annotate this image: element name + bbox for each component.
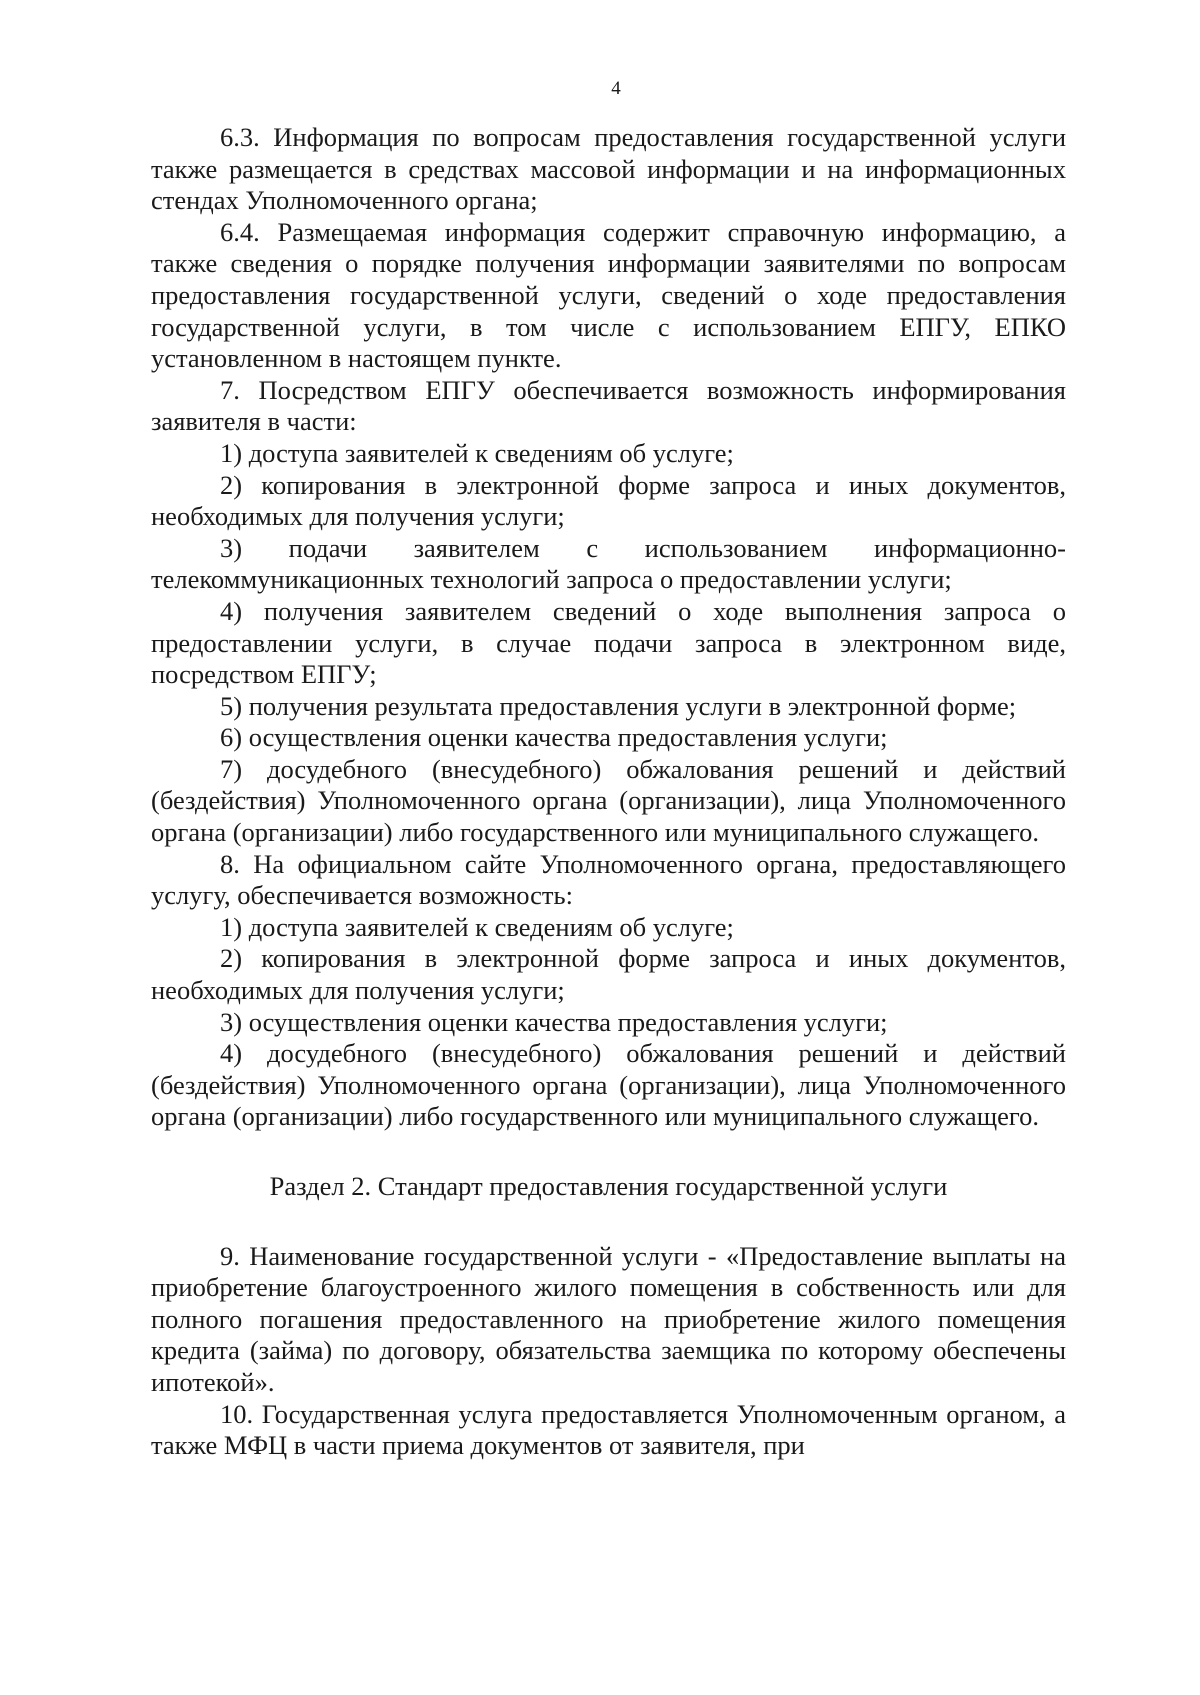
document-body — [151, 122, 1066, 1462]
paragraph-8-item-2: 2) копирования в электронной форме запроса и иных документов, необходимых для получения услуги; — [151, 943, 1066, 1006]
paragraph-7-item-5: 5) получения результата предоставления услуги в электронной форме; — [220, 690, 1017, 721]
paragraph-10: 10. Государственная услуга предоставляется Уполномоченным органом, а также МФЦ в части приема документов от заявителя, при — [151, 1398, 1066, 1461]
paragraph-8-item-1: 1) доступа заявителей к сведениям об услуге; — [220, 911, 734, 942]
paragraph-8-item-3: 3) осуществления оценки качества предоставления услуги; — [220, 1006, 888, 1037]
paragraph-9: 9. Наименование государственной услуги - «Предоставление выплаты на приобретение благоустроенного жилого помещения в собственность или для полного погашения предоставленного на приобретение жилого помещения кредита (займа) по договору, обязательства заемщика по которому обеспечены ипотекой». — [151, 1240, 1066, 1397]
paragraph-7-item-2: 2) копирования в электронной форме запроса и иных документов, необходимых для получения услуги; — [151, 469, 1066, 532]
paragraph-8: 8. На официальном сайте Уполномоченного органа, предоставляющего услугу, обеспечивается возможность: — [151, 848, 1066, 911]
paragraph-7: 7. Посредством ЕПГУ обеспечивается возможность информирования заявителя в части: — [151, 374, 1066, 437]
paragraph-8-item-4: 4) досудебного (внесудебного) обжалования решений и действий (бездействия) Уполномоченного органа (организации), лица Уполномоченного органа (организации) либо государственного или муниципального служащего. — [151, 1038, 1066, 1132]
paragraph-7-item-3: 3) подачи заявителем с использованием информационно-телекоммуникационных технологий запроса о предоставлении услуги; — [151, 532, 1066, 595]
paragraph-7-item-4: 4) получения заявителем сведений о ходе выполнения запроса о предоставлении услуги, в случае подачи запроса в электронном виде, посредством ЕПГУ; — [151, 595, 1066, 690]
paragraph-7-item-1: 1) доступа заявителей к сведениям об услуге; — [220, 437, 734, 468]
paragraph-7-item-7: 7) досудебного (внесудебного) обжалования решений и действий (бездействия) Уполномоченного органа (организации), лица Уполномоченного органа (организации) либо государственного или муниципального служащего. — [151, 753, 1066, 848]
paragraph-7-item-6: 6) осуществления оценки качества предоставления услуги; — [220, 722, 888, 753]
section-title: Раздел 2. Стандарт предоставления государственной услуги — [269, 1171, 948, 1201]
page-number: 4 — [611, 78, 621, 99]
paragraph-6-3: 6.3. Информация по вопросам предоставления государственной услуги также размещается в средствах массовой информации и на информационных стендах Уполномоченного органа; — [151, 122, 1066, 216]
paragraph-6-4: 6.4. Размещаемая информация содержит справочную информацию, а также сведения о порядке получения информации заявителями по вопросам предоставления государственной услуги, сведений о ходе предоставления государственной услуги, в том числе с использованием ЕПГУ, ЕПКО установленном в настоящем пункте. — [151, 216, 1066, 374]
